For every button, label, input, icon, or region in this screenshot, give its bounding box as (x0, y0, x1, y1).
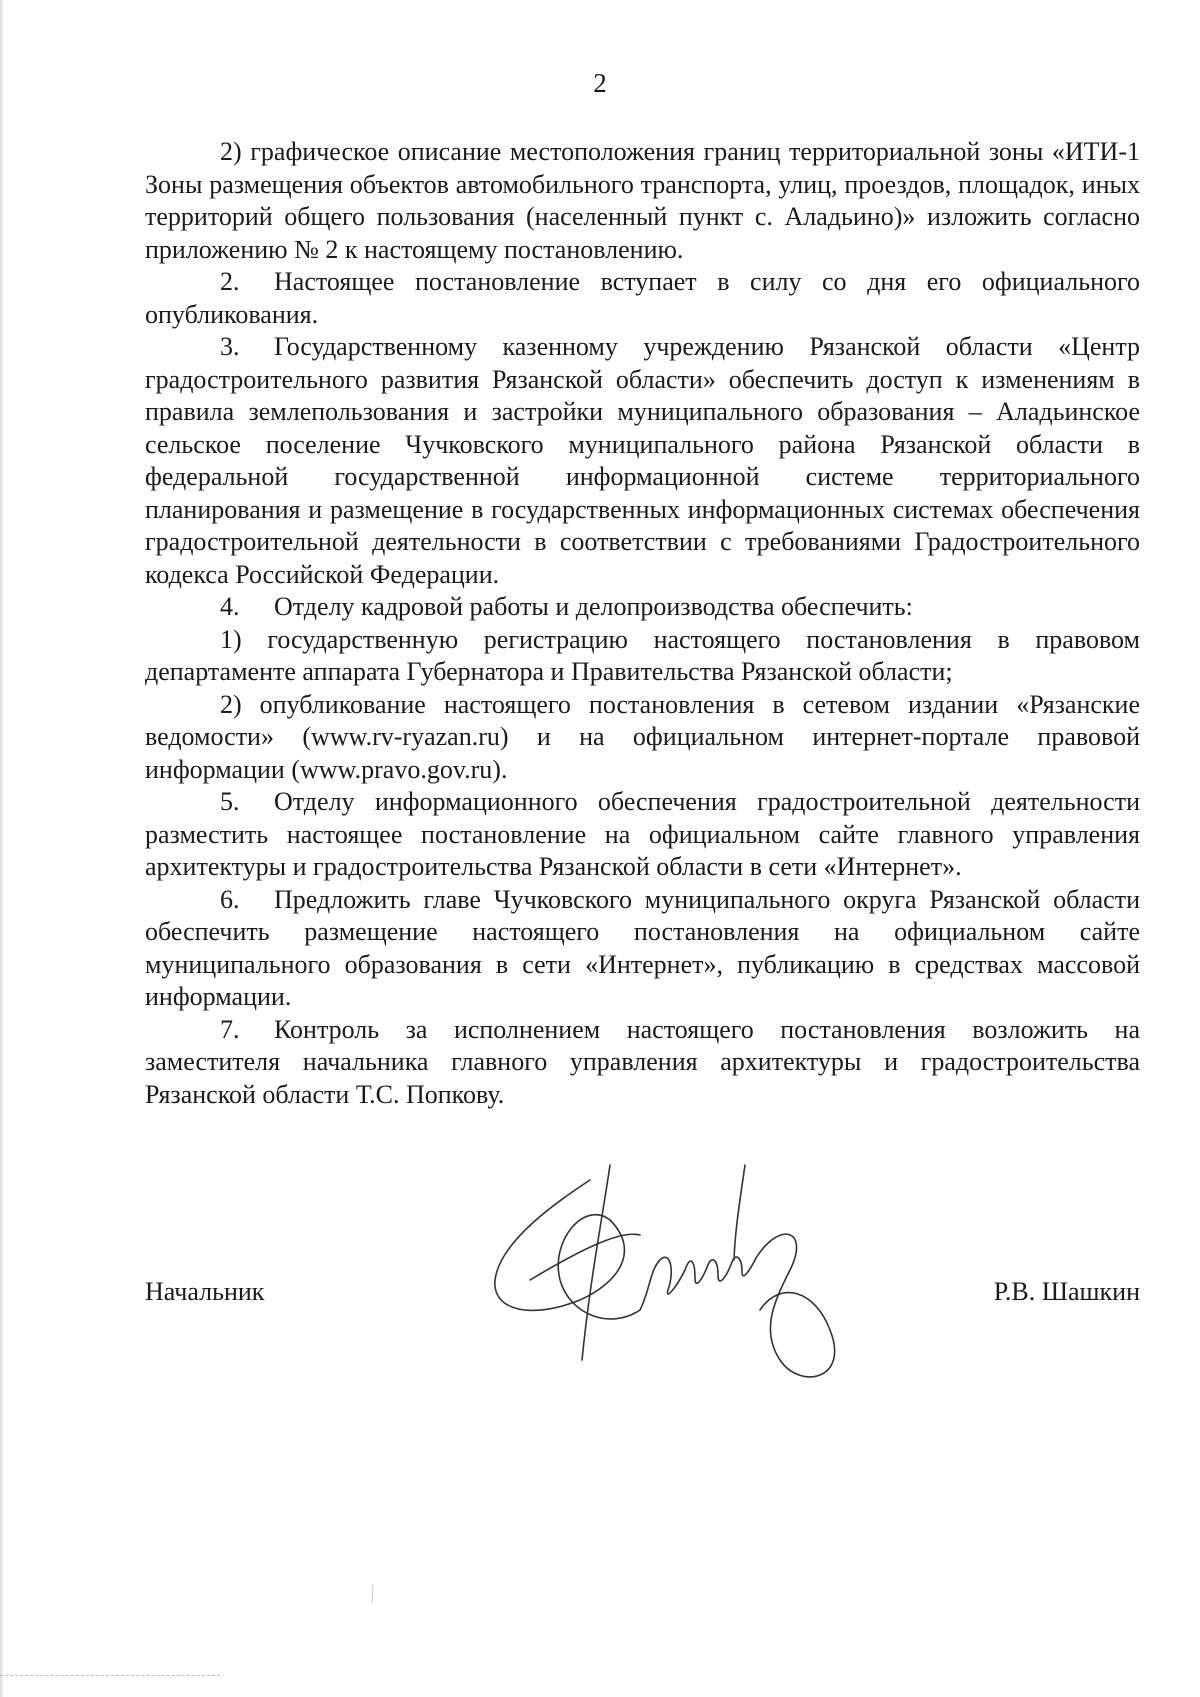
paragraph-6 (145, 884, 1140, 1014)
paragraph-text: Контроль за исполнением настоящего постановления возложить на заместителя начальника главного управления архитектуры и градостроительства Рязанской области Т.С. Попкову. (145, 1014, 1140, 1109)
paragraph-4-1 (145, 624, 1140, 689)
paragraph-5 (145, 786, 1140, 884)
paragraph-text: 2) графическое описание местоположения границ территориальной зоны «ИТИ-1 Зоны размещения объектов автомобильного транспорта, улиц, проездов, площадок, иных территорий общего пользования (населенный пункт с. Аладьино)» изложить согласно приложению № 2 к настоящему постановлению. (145, 137, 1140, 264)
scan-artifact (372, 1585, 373, 1603)
scan-edge (0, 0, 4, 1697)
paragraph-7 (145, 1014, 1140, 1112)
paragraph-1-2 (145, 136, 1140, 266)
paragraph-text: Предложить главе Чучковского муниципального округа Рязанской области обеспечить размещение настоящего постановления на официальном сайте муниципального образования в сети «Интернет», публикацию в средствах массовой информации. (145, 884, 1140, 1011)
paragraph-number: 7. (220, 1014, 240, 1044)
paragraph-text: Отделу кадровой работы и делопроизводства обеспечить: (274, 592, 913, 621)
paragraph-4-2 (145, 689, 1140, 787)
paragraph-3 (145, 331, 1140, 591)
paragraph-text: Отделу информационного обеспечения градостроительной деятельности разместить настоящее постановление на официальном сайте главного управления архитектуры и градостроительства Рязанской области в сети «Интернет». (145, 787, 1140, 881)
paragraph-4 (145, 591, 1140, 624)
paragraph-text: Настоящее постановление вступает в силу со дня его официального опубликования. (145, 267, 1140, 329)
scan-artifact-line (0, 1675, 220, 1677)
paragraph-number: 6. (220, 884, 240, 914)
paragraph-number: 5. (220, 787, 240, 816)
signer-title: Начальник (145, 1277, 265, 1306)
paragraph-number: 3. (220, 332, 240, 361)
signature-block (145, 1276, 1140, 1316)
paragraph-number: 2. (220, 267, 240, 296)
paragraph-text: 2) опубликование настоящего постановления в сетевом издании «Рязанские ведомости» (www.rv-ryazan.ru) и на официальном интернет-портале правовой информации (www.pravo.gov.ru). (145, 689, 1140, 784)
paragraph-text: Государственному казенному учреждению Рязанской области «Центр градостроительного развития Рязанской области» обеспечить доступ к изменениям в правила землепользования и застройки муниципального образования – Аладьинское сельское поселение Чучковского муниципального района Рязанской области в федеральной государственной информационной системе территориального планирования и размещение в государственных информационных системах обеспечения градостроительной деятельности в соответствии с требованиями Градостроительного кодекса Российской Федерации. (145, 332, 1140, 589)
signer-name: Р.В. Шашкин (993, 1277, 1140, 1306)
paragraph-number: 4. (220, 592, 240, 621)
paragraph-2 (145, 266, 1140, 331)
paragraph-text: 1) государственную регистрацию настоящего постановления в правовом департаменте аппарата Губернатора и Правительства Рязанской области; (145, 624, 1140, 686)
page-number: 2 (593, 68, 607, 98)
document-body (145, 136, 1140, 1111)
